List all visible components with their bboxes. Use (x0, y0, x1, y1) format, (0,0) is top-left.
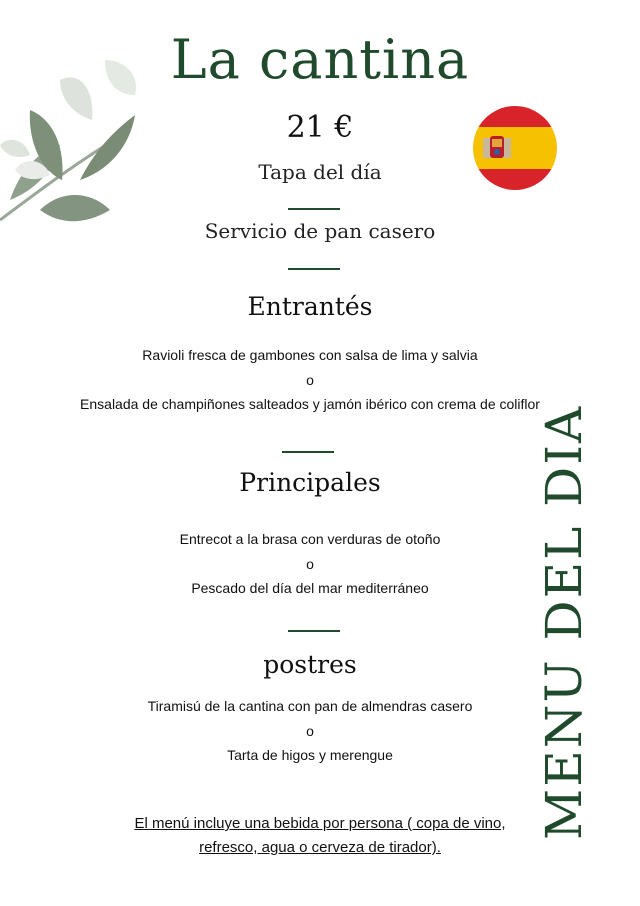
menu-item: Entrecot a la brasa con verduras de otoño (179, 531, 441, 547)
menu-item-or: o (306, 556, 314, 572)
section-title-principales: Principales (239, 468, 381, 497)
drink-included-note: El menú incluye una bebida por persona ( copa de vino, refresco, agua o cerveza de tirador). (134, 815, 506, 856)
menu-item: Tarta de higos y merengue (227, 747, 393, 763)
menu-price: 21 € (286, 110, 354, 145)
section-title-entrantes: Entrantés (247, 292, 373, 321)
menu-item: Ensalada de champiñones salteados y jamón ibérico con crema de coliflor (80, 396, 540, 412)
bread-service-line: Servicio de pan casero (204, 219, 436, 243)
menu-item: Ravioli fresca de gambones con salsa de lima y salvia (142, 347, 478, 363)
restaurant-title: La cantina (170, 28, 470, 91)
menu-item-or: o (306, 723, 314, 739)
divider (282, 451, 334, 453)
divider (288, 630, 340, 632)
tapa-line: Tapa del día (258, 160, 382, 184)
menu-item: Tiramisú de la cantina con pan de almendras casero (147, 698, 473, 714)
side-banner-menu-del-dia: MENU DEL DIA (535, 404, 593, 840)
section-title-postres: postres (263, 650, 357, 679)
menu-item-or: o (306, 372, 314, 388)
divider (288, 208, 340, 210)
divider (288, 268, 340, 270)
menu-item: Pescado del día del mar mediterráneo (191, 580, 429, 596)
